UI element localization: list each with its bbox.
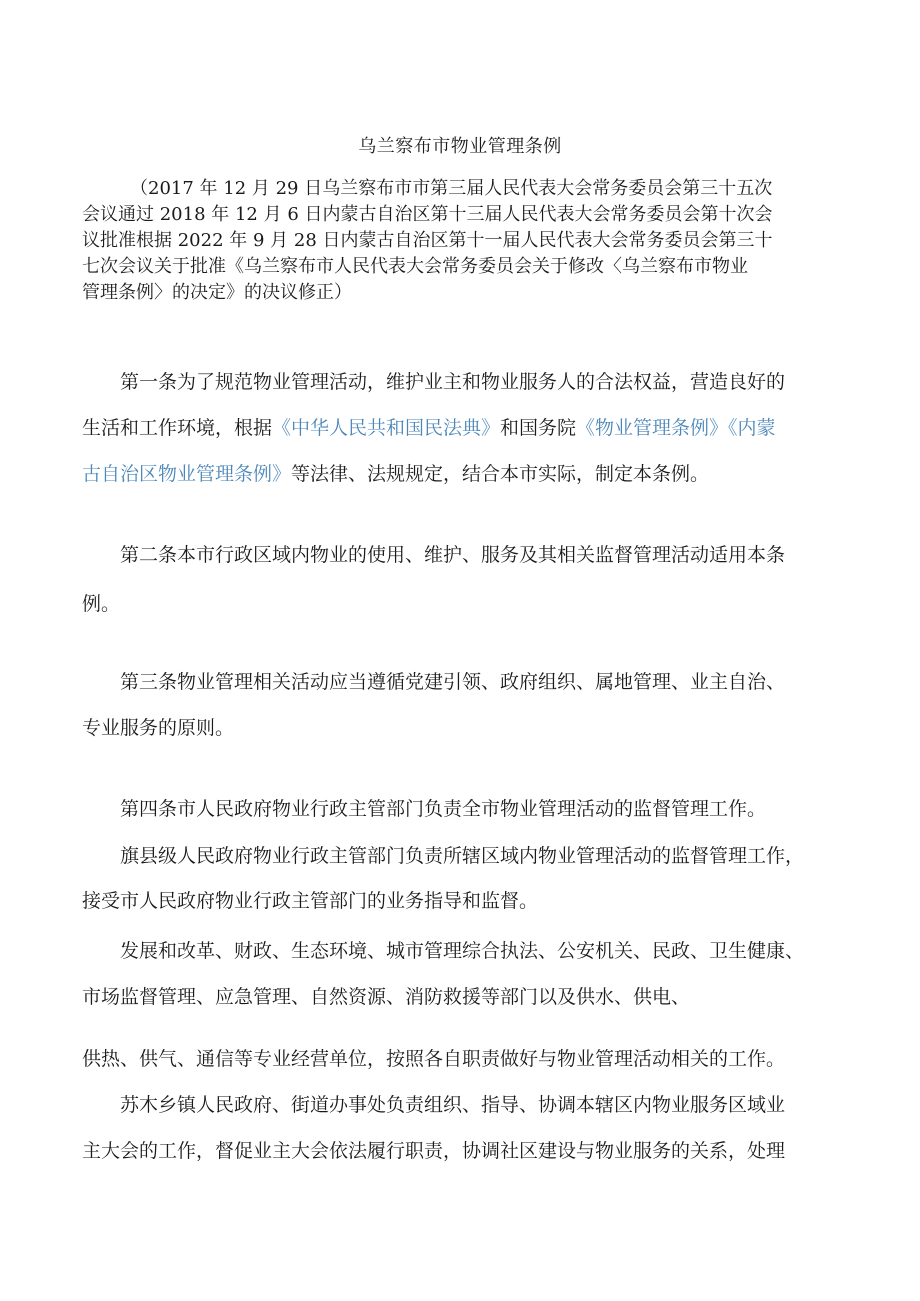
article-4-line: 接受市人民政府物业行政主管部门的业务指导和监督。	[82, 890, 539, 912]
article-1-text: 生活和工作环境，根据	[82, 417, 273, 439]
article-1-line	[82, 462, 709, 486]
article-2-line: 第二条本市行政区域内物业的使用、维护、服务及其相关监督管理活动适用本条	[120, 544, 786, 566]
article-4-line: 旗县级人民政府物业行政主管部门负责所辖区域内物业管理活动的监督管理工作，	[120, 845, 805, 867]
inner-mongolia-regulation-link[interactable]: 古自治区物业管理条例》	[82, 463, 292, 485]
preamble-line: （2017 年 12 月 29 日乌兰察布市市第三届人民代表大会常务委员会第三十五次	[130, 178, 773, 199]
article-1-text: 和国务院	[500, 417, 577, 439]
civil-code-link[interactable]: 《中华人民共和国民法典》	[272, 417, 501, 439]
article-1-line	[82, 416, 776, 440]
article-4-line: 主大会的工作，督促业主大会依法履行职责，协调社区建设与物业服务的关系，处理	[82, 1140, 786, 1162]
article-4-line: 第四条市人民政府物业行政主管部门负责全市物业管理活动的监督管理工作。	[120, 798, 767, 820]
preamble-line: 议批准根据 2022 年 9 月 28 日内蒙古自治区第十一届人民代表大会常务委员会第三十	[82, 230, 773, 251]
preamble-line: 会议通过 2018 年 12 月 6 日内蒙古自治区第十三届人民代表大会常务委员会第十次会	[82, 204, 773, 225]
article-1-line: 第一条为了规范物业管理活动，维护业主和物业服务人的合法权益，营造良好的	[120, 371, 786, 393]
article-3-line: 专业服务的原则。	[82, 717, 235, 739]
article-1-text: 等法律、法规规定，结合本市实际，制定本条例。	[291, 463, 710, 485]
property-regulation-link[interactable]: 《物业管理条例》《内蒙	[576, 417, 776, 439]
preamble-line: 管理条例〉的决定》的决议修正）	[82, 282, 352, 303]
article-4-line: 发展和改革、财政、生态环境、城市管理综合执法、公安机关、民政、卫生健康、	[120, 940, 805, 962]
article-4-line: 市场监督管理、应急管理、自然资源、消防救援等部门以及供水、供电、	[82, 986, 691, 1008]
article-4-line: 苏木乡镇人民政府、街道办事处负责组织、指导、协调本辖区内物业服务区域业	[120, 1094, 786, 1116]
article-2-line: 例。	[82, 593, 121, 615]
document-title: 乌兰察布市物业管理条例	[358, 136, 562, 157]
article-4-line: 供热、供气、通信等专业经营单位，按照各自职责做好与物业管理活动相关的工作。	[82, 1048, 786, 1070]
article-3-line: 第三条物业管理相关活动应当遵循党建引领、政府组织、属地管理、业主自治、	[120, 671, 786, 693]
preamble-line: 七次会议关于批准《乌兰察布市人民代表大会常务委员会关于修改〈乌兰察布市物业	[82, 256, 748, 277]
